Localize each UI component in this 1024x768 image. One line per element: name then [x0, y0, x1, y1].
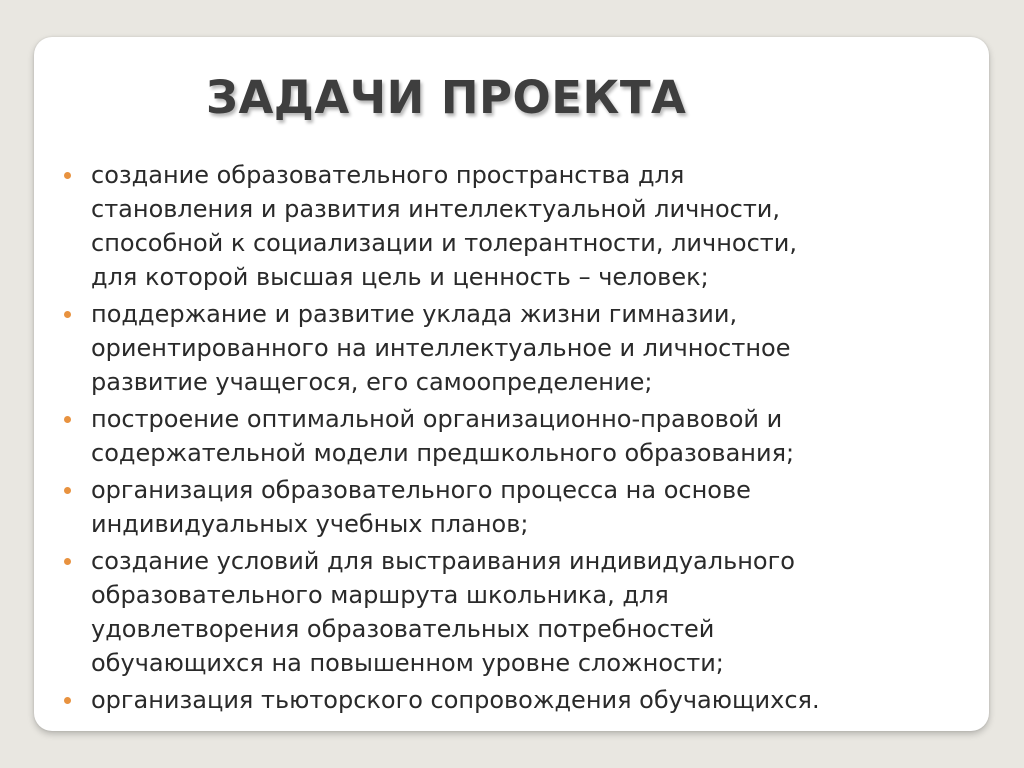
bullet-dot-icon — [60, 402, 91, 436]
task-text: организация тьюторского сопровождения обучающихся. — [91, 686, 820, 714]
task-list — [60, 158, 960, 720]
bullet-dot-icon — [60, 297, 91, 331]
slide-card — [34, 37, 989, 731]
task-text: организация образовательного процесса на основе индивидуальных учебных планов; — [91, 476, 751, 538]
list-item — [60, 683, 960, 717]
slide-title: ЗАДАЧИ ПРОЕКТА — [206, 71, 687, 124]
list-item — [60, 544, 960, 680]
list-item — [60, 473, 960, 541]
bullet-dot-icon — [60, 544, 91, 578]
task-text: поддержание и развитие уклада жизни гимназии, ориентированного на интеллектуальное и личностное развитие учащегося, его самоопределение; — [91, 300, 791, 396]
bullet-dot-icon — [60, 158, 91, 192]
task-text: создание образовательного пространства для становления и развития интеллектуальной личности, способной к социализации и толерантности, личности, для которой высшая цель и ценность – человек; — [91, 161, 797, 291]
task-text: создание условий для выстраивания индивидуального образовательного маршрута школьника, для удовлетворения образовательных потребностей обучающихся на повышенном уровне сложности; — [91, 547, 795, 677]
list-item — [60, 297, 960, 399]
task-text: построение оптимальной организационно-правовой и содержательной модели предшкольного образования; — [91, 405, 795, 467]
list-item — [60, 158, 960, 294]
bullet-dot-icon — [60, 473, 91, 507]
bullet-dot-icon — [60, 683, 91, 717]
list-item — [60, 402, 960, 470]
